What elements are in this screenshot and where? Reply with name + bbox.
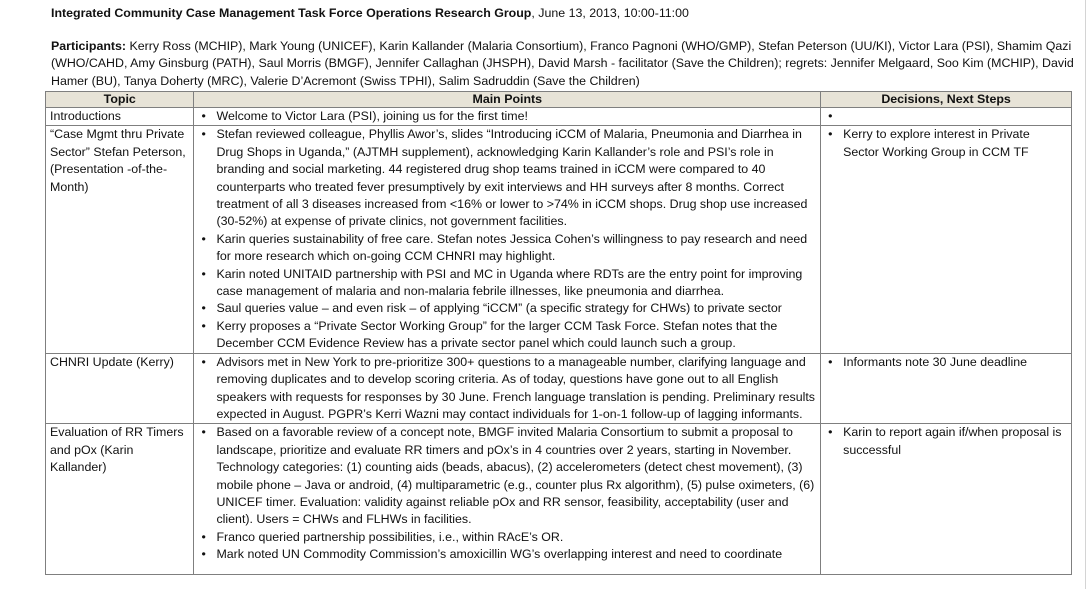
column-header-main-points: Main Points	[194, 92, 821, 108]
list-item: • Informants note 30 June deadline	[839, 354, 1067, 371]
topic-cell: Introductions	[46, 108, 194, 126]
column-header-topic: Topic	[46, 92, 194, 108]
table-header-row	[46, 92, 1072, 108]
list-item: • Karin noted UNITAID partnership with PSI and MC in Uganda where RDTs are the entry point for improving case management of malaria and non-malaria febrile illnesses, like pneumonia and diarrhea.	[212, 266, 816, 301]
participants-paragraph	[51, 38, 1081, 90]
list-item: • Advisors met in New York to pre-prioritize 300+ questions to a manageable number, clarifying language and removing duplicates and to develop scoring criteria. As of today, questions have gone out to all English speakers with requests for responses by 30 June. French language translation is pending. Preliminary results expected in August. PGPR’s Kerri Wazni may contact individuals for 1-on-1 follow-up of lagging informants.	[212, 354, 816, 424]
meeting-date: , June 13, 2013, 10:00-11:00	[531, 6, 689, 20]
points-cell	[194, 424, 821, 575]
meeting-title-line	[51, 5, 1071, 22]
decisions-cell	[821, 126, 1072, 353]
meeting-title: Integrated Community Case Management Task Force Operations Research Group	[51, 6, 532, 20]
list-item: • Kerry to explore interest in Private Sector Working Group in CCM TF	[839, 126, 1067, 161]
decisions-cell	[821, 108, 1072, 126]
participants-label: Participants:	[51, 39, 127, 53]
decisions-cell	[821, 424, 1072, 575]
table-row	[46, 108, 1072, 126]
topic-cell: CHNRI Update (Kerry)	[46, 353, 194, 424]
minutes-table	[45, 91, 1072, 575]
table-row	[46, 126, 1072, 353]
list-item: • Saul queries value – and even risk – of applying “iCCM” (a specific strategy for CHWs) to private sector	[212, 300, 816, 317]
column-header-decisions: Decisions, Next Steps	[821, 92, 1072, 108]
list-item: • Kerry proposes a “Private Sector Working Group” for the larger CCM Task Force. Stefan notes that the December CCM Evidence Review has a private sector panel which could launch such a group.	[212, 318, 816, 353]
list-item: • Karin to report again if/when proposal is successful	[839, 424, 1067, 459]
list-item: • Karin queries sustainability of free care. Stefan notes Jessica Cohen’s willingness to pay research and need for more research which on-going CCM CHNRI may highlight.	[212, 231, 816, 266]
participants-list: Kerry Ross (MCHIP), Mark Young (UNICEF), Karin Kallander (Malaria Consortium), Franco Pagnoni (WHO/GMP), Stefan Peterson (UU/KI), Victor Lara (PSI), Shamim Qazi (WHO/CAHD, Amy Ginsburg (PATH), Saul Morris (BMGF), Jennifer Callaghan (JHSPH), David Marsh - facilitator (Save the Children); regrets: Jennifer Melgaard, Soo Kim (MCHIP), David Hamer (BU), Tanya Doherty (MRC), Valerie D’Acremont (Swiss TPHI), Salim Sadruddin (Save the Children)	[51, 39, 1074, 88]
list-item: • Based on a favorable review of a concept note, BMGF invited Malaria Consortium to submit a proposal to landscape, prioritize and evaluate RR timers and pOx’s in 4 countries over 2 years, starting in November. Technology categories: (1) counting aids (beads, abacus), (2) accelerometers (detect chest movement), (3) mobile phone – Java or android, (4) multiparametric (e.g., counter plus Rx algorithm), (5) pulse oximeters, (6) UNICEF timer. Evaluation: validity against reliable pOx and RR sensor, feasibility, acceptability (user and client). Users = CHWs and FLHWs in facilities.	[212, 424, 816, 528]
points-cell	[194, 353, 821, 424]
list-item: • Stefan reviewed colleague, Phyllis Awor’s, slides “Introducing iCCM of Malaria, Pneumonia and Diarrhea in Drug Shops in Uganda,” (AJTMH supplement), acknowledging Karin Kallander’s role and PSI’s role in branding and social marketing. 44 registered drug shop teams trained in iCCM were compared to 40 counterparts who treated fever presumptively by exit interviews and HH surveys after 8 months. Correct treatment of all 3 diseases increased from <16% or lower to >74% in iCCM shops. Drug shop use increased (30-52%) at expense of private clinics, not government facilities.	[212, 126, 816, 230]
table-row	[46, 353, 1072, 424]
points-cell	[194, 108, 821, 126]
table-row	[46, 424, 1072, 575]
list-item: • Franco queried partnership possibilities, i.e., within RAcE’s OR.	[212, 529, 816, 546]
points-cell	[194, 126, 821, 353]
topic-cell: Evaluation of RR Timers and pOx (Karin Kallander)	[46, 424, 194, 575]
topic-cell: “Case Mgmt thru Private Sector” Stefan Peterson, (Presentation -of-the-Month)	[46, 126, 194, 353]
list-item: • Welcome to Victor Lara (PSI), joining us for the first time!	[212, 108, 816, 125]
list-item: • Mark noted UN Commodity Commission’s amoxicillin WG’s overlapping interest and need to coordinate	[212, 546, 816, 563]
decisions-cell	[821, 353, 1072, 424]
